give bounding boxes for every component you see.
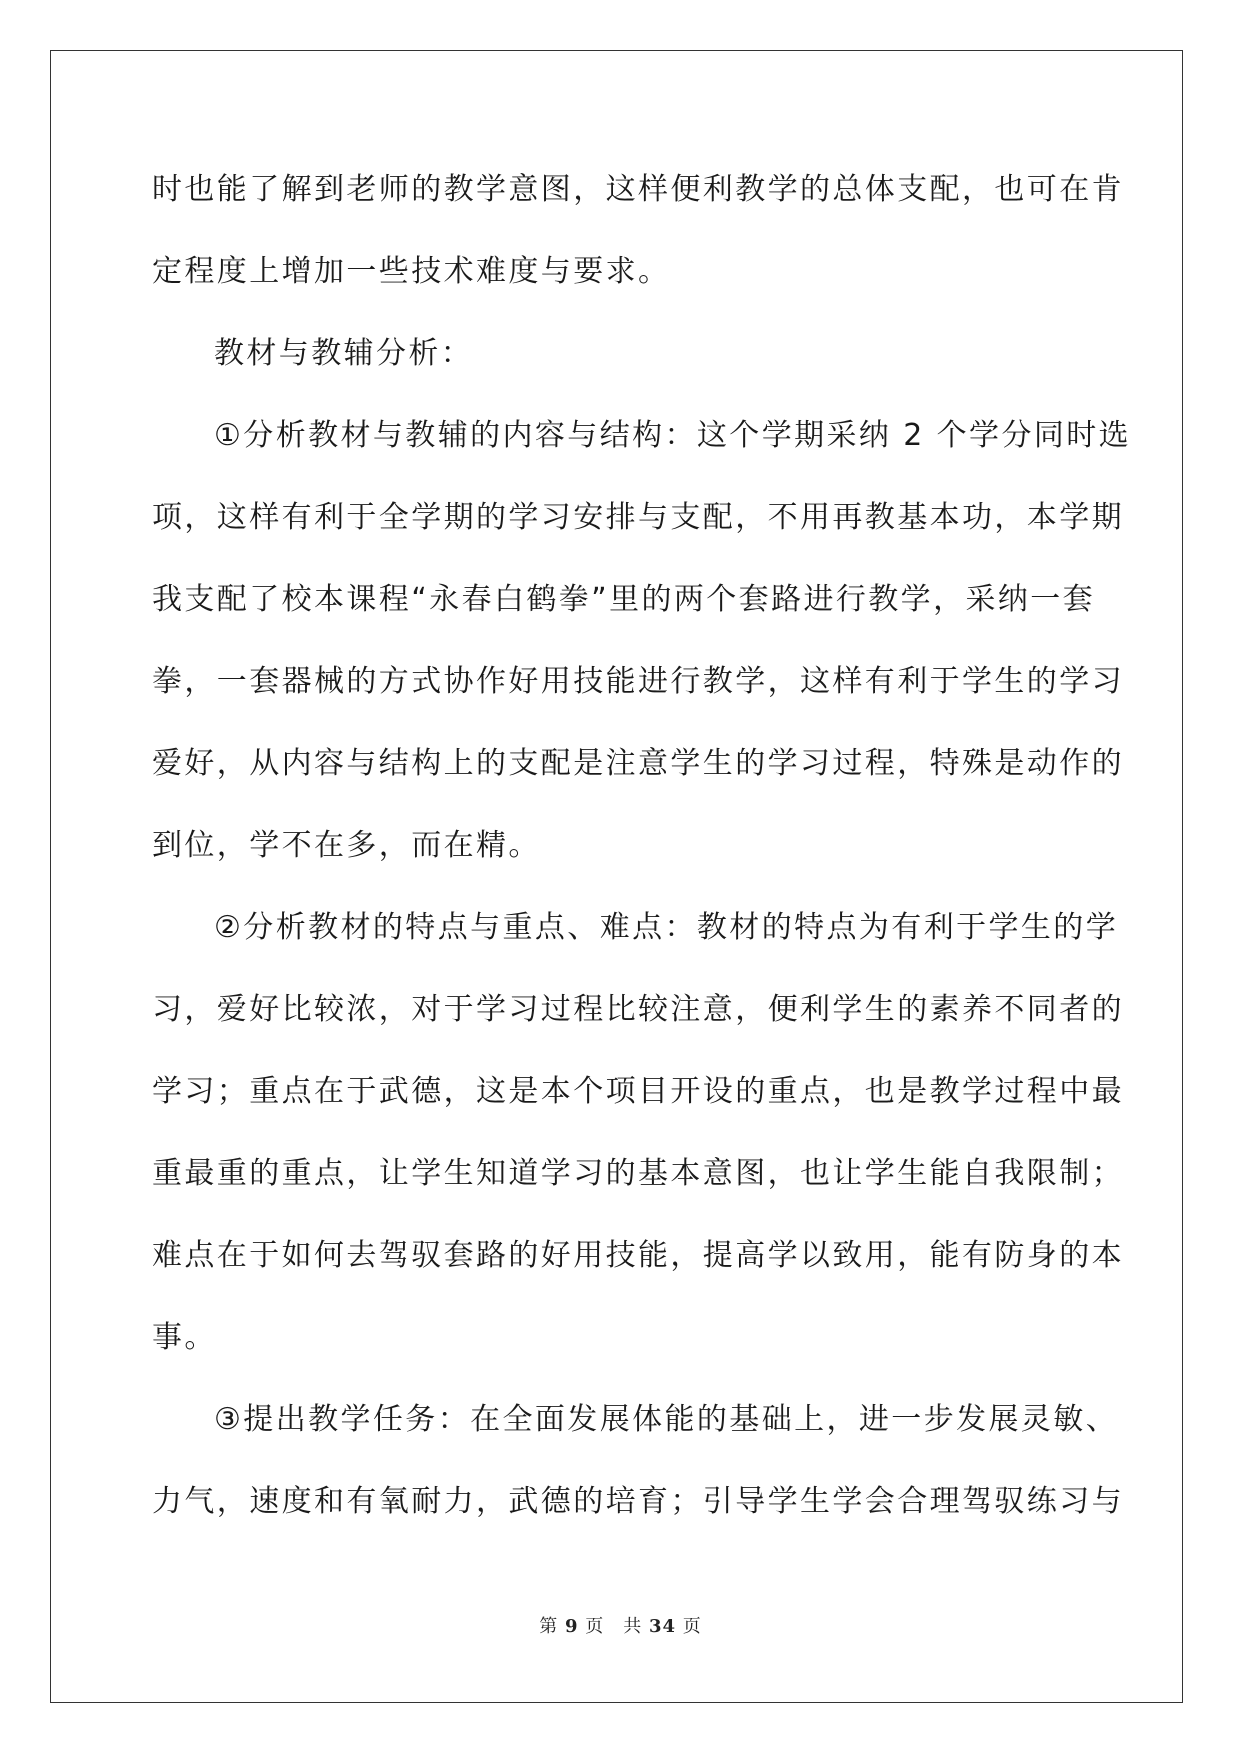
text-line: 重最重的重点，让学生知道学习的基本意图，也让学生能自我限制； bbox=[152, 1156, 1124, 1191]
text-line: 定程度上增加一些技术难度与要求。 bbox=[152, 254, 671, 289]
document-body bbox=[152, 160, 1132, 1554]
text-line: 事。 bbox=[152, 1320, 217, 1355]
page-footer bbox=[0, 1612, 1241, 1638]
text-line: 我支配了校本课程“永春白鹤拳”里的两个套路进行教学，采纳一套 bbox=[152, 582, 1096, 617]
total-page-count: 34 bbox=[648, 1616, 677, 1637]
text-line: 到位，学不在多，而在精。 bbox=[152, 828, 541, 863]
current-page-number: 9 bbox=[564, 1616, 579, 1637]
text-line: 项，这样有利于全学期的学习安排与支配，不用再教基本功，本学期 bbox=[152, 500, 1124, 535]
footer-suffix: 页 bbox=[682, 1616, 702, 1637]
text-line: 习，爱好比较浓，对于学习过程比较注意，便利学生的素养不同者的 bbox=[152, 992, 1124, 1027]
text-line: 拳，一套器械的方式协作好用技能进行教学，这样有利于学生的学习 bbox=[152, 664, 1124, 699]
text-line: 时也能了解到老师的教学意图，这样便利教学的总体支配，也可在肯 bbox=[152, 172, 1124, 207]
footer-middle: 页 共 bbox=[585, 1616, 643, 1637]
text-line: 爱好，从内容与结构上的支配是注意学生的学习过程，特殊是动作的 bbox=[152, 746, 1124, 781]
text-line: ③提出教学任务：在全面发展体能的基础上，进一步发展灵敏、 bbox=[214, 1402, 1119, 1437]
footer-prefix: 第 bbox=[539, 1616, 559, 1637]
text-line: 难点在于如何去驾驭套路的好用技能，提高学以致用，能有防身的本 bbox=[152, 1238, 1124, 1273]
section-heading: 教材与教辅分析： bbox=[214, 336, 474, 371]
text-line: 学习；重点在于武德，这是本个项目开设的重点，也是教学过程中最 bbox=[152, 1074, 1124, 1109]
text-line: ②分析教材的特点与重点、难点：教材的特点为有利于学生的学 bbox=[214, 910, 1119, 945]
text-line: 力气，速度和有氧耐力，武德的培育；引导学生学会合理驾驭练习与 bbox=[152, 1484, 1124, 1519]
text-line: ①分析教材与教辅的内容与结构：这个学期采纳 2 个学分同时选 bbox=[214, 418, 1132, 453]
